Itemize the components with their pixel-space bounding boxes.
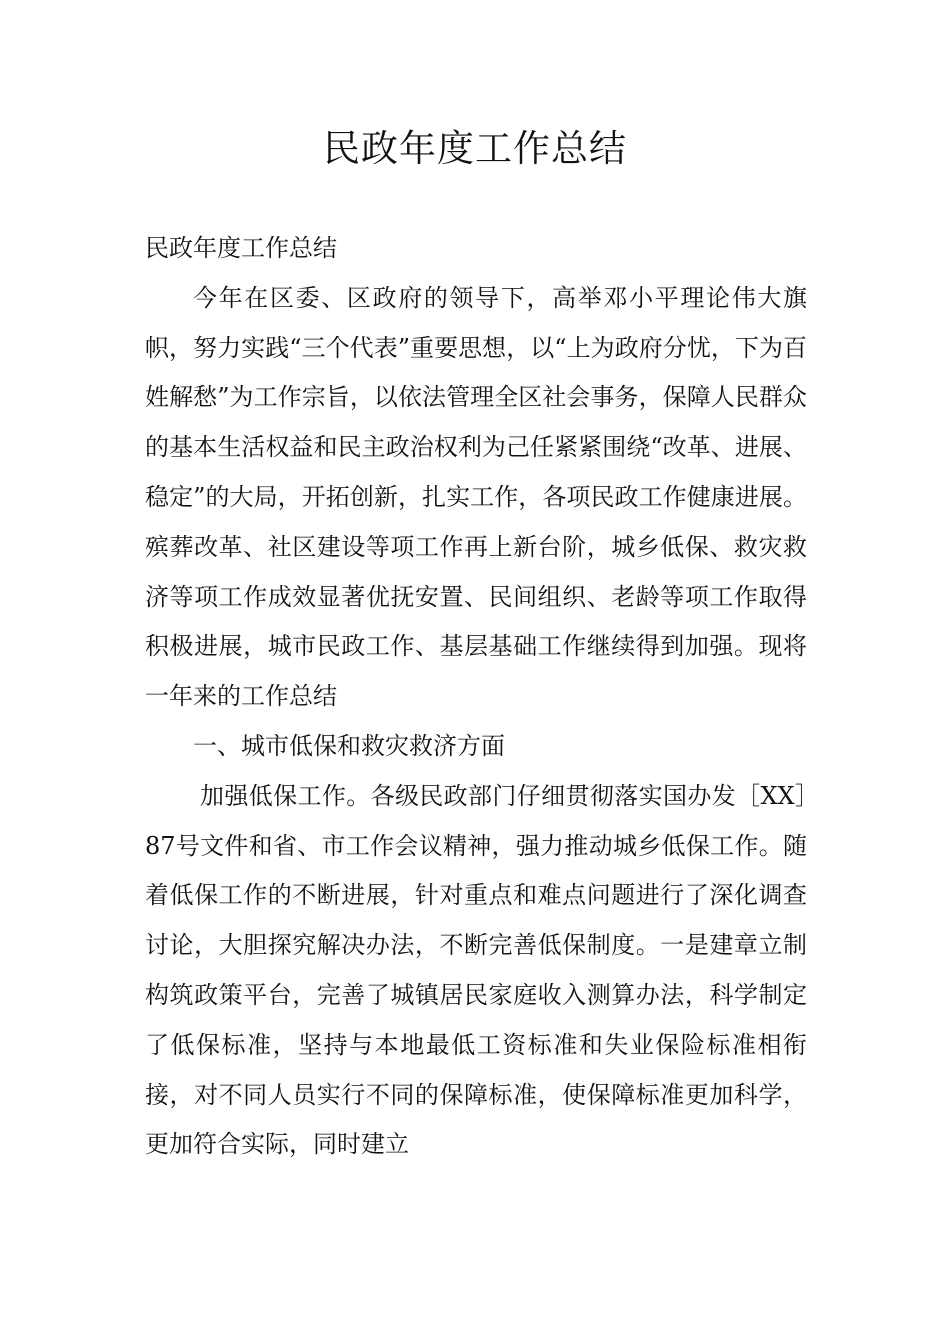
section-heading: 一、城市低保和救灾救济方面 [193, 731, 505, 760]
document-subtitle: 民政年度工作总结 [145, 234, 337, 262]
document-body [145, 224, 807, 1170]
document-title: 民政年度工作总结 [323, 127, 627, 170]
paragraph-intro: 今年在区委、区政府的领导下，高举邓小平理论伟大旗帜，努力实践“三个代表”重要思想，以“上为政府分忧，下为百姓解愁”为工作宗旨，以依法管理全区社会事务，保障人民群众的基本生活权益和民主政治权利为己任紧紧围绕“改革、进展、稳定”的大局，开拓创新，扎实工作，各项民政工作健康进展。殡葬改革、社区建设等项工作再上新台阶，城乡低保、救灾救济等项工作成效显著优抚安置、民间组织、老龄等项工作取得积极进展，城市民政工作、基层基础工作继续得到加强。现将一年来的工作总结 [145, 283, 807, 711]
paragraph-low-income-security: 加强低保工作。各级民政部门仔细贯彻落实国办发［XX］87号文件和省、市工作会议精神，强力推动城乡低保工作。随着低保工作的不断进展，针对重点和难点问题进行了深化调查讨论，大胆探究解决办法，不断完善低保制度。一是建章立制构筑政策平台，完善了城镇居民家庭收入测算办法，科学制定了低保标准，坚持与本地最低工资标准和失业保险标准相衔接，对不同人员实行不同的保障标准，使保障标准更加科学，更加符合实际，同时建立 [145, 781, 807, 1159]
